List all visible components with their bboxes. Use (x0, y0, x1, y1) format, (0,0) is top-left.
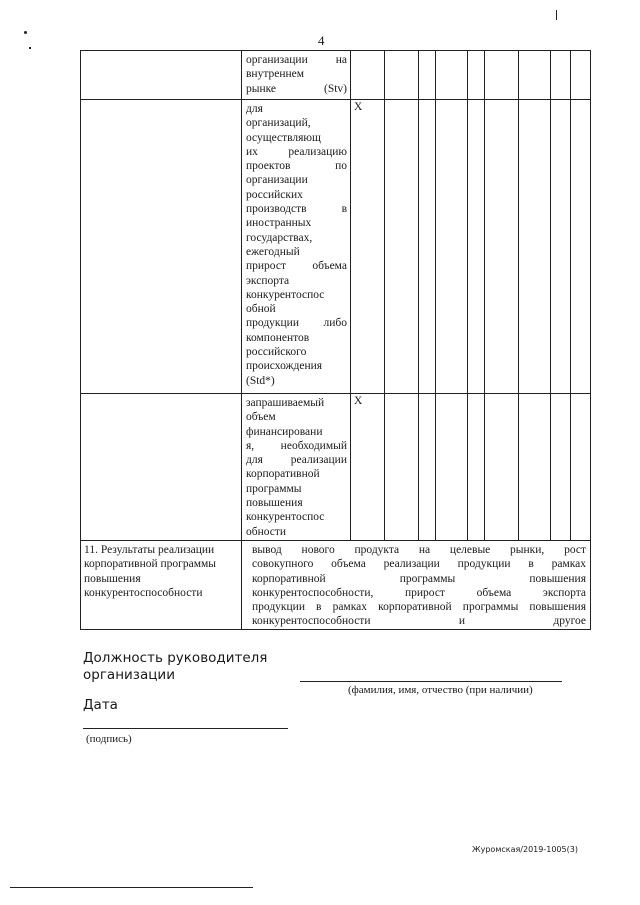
text-line: конкурентоспособности и другое (252, 615, 586, 628)
text-line: продукции либо (246, 317, 347, 330)
text-line: корпоративной (246, 468, 320, 481)
text-line: конкурентоспособности, прирост объема экспорта (252, 586, 586, 599)
x-mark: X (354, 395, 363, 407)
text-line: для (246, 103, 263, 115)
table-row (81, 100, 591, 394)
text-line: запрашиваемый (246, 397, 325, 409)
table-row-section-11 (81, 541, 591, 630)
bottom-rule (10, 887, 253, 888)
text-line: программы (246, 482, 302, 495)
text-line: конкурентоспос (246, 511, 325, 524)
text-line: проектов по (246, 160, 347, 173)
date-label: Дата (83, 697, 118, 713)
text-line: корпоративной программы повышения (252, 572, 586, 585)
text-line: прирост объема (246, 260, 347, 273)
page-number: 4 (318, 33, 325, 48)
position-label: Должность руководителя (83, 650, 268, 666)
text-line: 11. Результаты реализации (84, 544, 215, 556)
text-line: происхождения (246, 360, 323, 373)
x-mark: X (354, 101, 363, 113)
text-line: конкурентоспос (246, 288, 325, 301)
text-line: государствах, (246, 231, 313, 244)
indicator-cell (242, 100, 351, 394)
document-code: Журомская/2019-1005(3) (472, 845, 578, 854)
mark-cell (351, 100, 385, 394)
table-row (81, 394, 591, 541)
text-line: совокупного объема реализации продукции в рамках (252, 558, 586, 571)
indicator-cell (242, 394, 351, 541)
text-line: я, необходимый (246, 439, 347, 452)
indicator-table (80, 50, 591, 630)
section-11-label (81, 541, 242, 630)
signature-line (83, 728, 288, 729)
text-line: организаций, (246, 117, 311, 130)
text-line: повышения (246, 497, 303, 510)
text-line: обной (246, 303, 276, 316)
mark-cell (351, 51, 385, 100)
text-line: рынке (Stv) (246, 82, 347, 95)
empty-cell (81, 51, 242, 100)
table-row (81, 51, 591, 100)
text-line: внутреннем (246, 68, 305, 81)
empty-cell (81, 394, 242, 541)
text-line: вывод нового продукта на целевые рынки, рост (252, 544, 586, 556)
text-line: российского (246, 346, 307, 359)
text-line: финансировани (246, 425, 323, 438)
text-line: повышения (84, 572, 141, 585)
text-line: компонентов (246, 331, 310, 344)
text-line: корпоративной программы (84, 558, 217, 571)
name-line (300, 681, 562, 682)
text-line: иностранных (246, 217, 312, 230)
text-line: конкурентоспособности (84, 586, 203, 599)
signature-caption: (подпись) (86, 733, 132, 745)
scan-mark (24, 31, 27, 34)
text-line: осуществляющ (246, 131, 321, 144)
scan-mark (556, 10, 557, 20)
text-line: российских (246, 188, 303, 201)
position-label-2: организации (83, 667, 175, 683)
text-line: организации (246, 174, 308, 187)
text-line: организации на (246, 54, 347, 66)
text-line: обности (246, 525, 287, 538)
text-line: объем (246, 411, 276, 424)
section-11-result (242, 541, 591, 630)
text-line: продукции в рамках корпоративной программы повышения (252, 601, 586, 614)
text-line: экспорта (246, 274, 290, 287)
text-line: ежегодный (246, 245, 300, 258)
text-line: производств в (246, 203, 347, 216)
empty-cell (81, 100, 242, 394)
name-caption: (фамилия, имя, отчество (при наличии) (348, 684, 533, 696)
indicator-cell (242, 51, 351, 100)
text-line: для реализации (246, 454, 347, 467)
mark-cell (351, 394, 385, 541)
text-line: (Std*) (246, 374, 275, 387)
text-line: их реализацию (246, 145, 347, 158)
scan-mark (29, 47, 31, 49)
